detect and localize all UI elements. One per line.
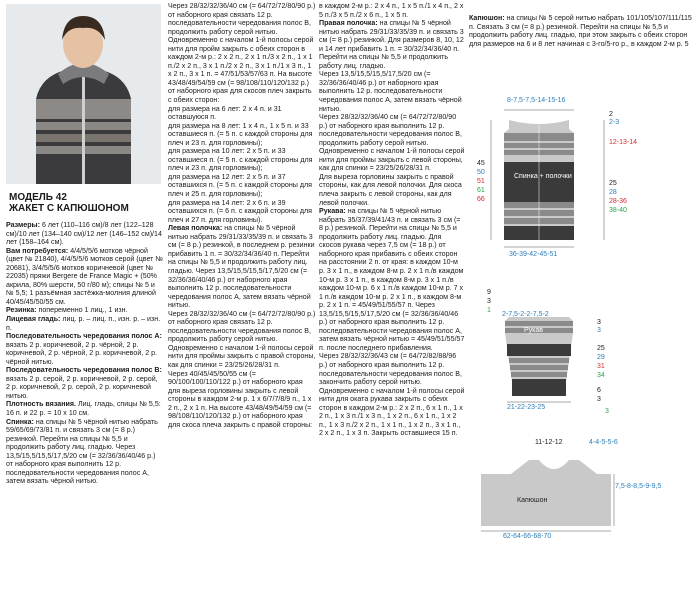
back-shape (504, 120, 574, 240)
left-measure-5: 66 (477, 196, 485, 203)
paragraph-text: 6 лет (110–116 см)/8 лет (122–128 см)/10 лет (134–140 см)/12 лет (146–152 см)/14 лет (158–164 см). (6, 221, 162, 247)
left-measure-1: 45 (477, 160, 485, 167)
c3-paragraph (319, 173, 465, 207)
sleeve-left-1: 9 (487, 289, 491, 296)
right-low-2: 28 (609, 189, 617, 196)
sleeve-bottom-measure: 21-22-23-25 (507, 404, 546, 411)
paragraph-text: Через 28/32/32/36/40 см (= 64/72/72/80/90 р.) от наборного края связать 12 р. последовательности чередования полос В, продолжить работу серой нитью. Одновременно с началом 1-й полосы серой нити для пройм закрыть с обеих сторон в каждом 2-м р.: 2 х 2 п., 2 х 1 п./3 х 2 п., 1 х 1 п./2 х 2 п., 3 х 1 п./2 х 2 п., 3 х 1 п./1 х 3 п., 1 х 2 п., 3 х 1 п. = 47/51/53/57/63 п. На высоте 43/48/49/54/59 см (= 98/108/110/120/132 р.) от наборного края для скосов плеч закрыть с обеих сторон: (168, 2, 316, 105)
c2-paragraph (168, 199, 316, 225)
back-bottom-measure: 36-39-42-45-51 (509, 251, 558, 257)
paragraph-text: для размера на 6 лет: 2 х 4 п. и 31 оставшуюся п. (168, 104, 282, 122)
c1-paragraph (6, 247, 163, 307)
paragraph-text: на спицы № 5 чёрной нитью набрать 29/31/33/35/39 п. и связать 3 см (= 8 р.) резинкой. Для размеров 8, 10, 12 и 14 лет прибавить 1 п. = 30/32/34/36/40 п. Перейти на спицы № 5,5 и продолжить работу лиц. гладью. (319, 19, 464, 70)
right-mid-1: 12-13-14 (609, 139, 638, 146)
c4-paragraph (469, 14, 696, 48)
model-name: ЖАКЕТ С КАПЮШОНОМ (9, 203, 129, 214)
sleeve-left-2: 3 (487, 298, 491, 305)
paragraph-heading: Спинка: (6, 417, 34, 426)
paragraph-text: для размера на 10 лет: 2 х 5 п. и 33 оставшиеся п. (= 5 п. с каждой стороны для плеч и 23 п. для горловины); (168, 147, 313, 173)
c2-paragraph (168, 147, 316, 173)
c2-paragraph (168, 122, 316, 148)
paragraph-text: Через 40/45/45/50/55 см (= 90/100/100/110/122 р.) от наборного края для выреза горловины закрыть с левой стороны в каждом 2-м р. 1 х 6/7/7/8/9 п., 1 х 2 п., 2 х 1 п. На высоте 43/48/49/54/59 см (= 98/108/110/120/132 р.) от наборного края для скоса плеча закрыть с правой стороны: (168, 369, 313, 429)
c1-paragraph (6, 315, 163, 332)
sleeve-right-6: 34 (597, 372, 605, 379)
sleeve-right-1: 3 (597, 319, 601, 326)
paragraph-text: Через 13,5/15,5/15,5/17,5/20 см (= 32/36/36/40/46 р.) от наборного края выполнить 12 р. последовательности чередования полос А, затем вязать чёрной нитью. (319, 70, 462, 113)
column-1 (6, 221, 163, 486)
paragraph-heading: Резинка: (6, 306, 37, 315)
sleeve-schematic (469, 284, 697, 414)
paragraph-text: Через 28/32/32/36/43 см (= 64/72/82/88/96 р.) от наборного края выполнить 12 р. последовательности чередования полос В, закончить работу серой нитью. Одновременно с началом 1-й полосы серой нити для оката рукава закрыть с обеих сторон в каждом 2-м р.: 2 х 2 п., 6 х 1 п., 1 х 2 п., 1 х 3 п./1 х 3 п., 1 х 2 п., 6 х 1 п., 1 х 2 п., 1 х 3 п./2 х 2 п., 1 х 1 п., 1 х 2 п., 3 х 1 п., 2 х 2 п., 1 х 3 п. Закрыть оставшиеся 15 п. (319, 352, 465, 438)
paragraph-text: Для выреза горловины закрыть с правой стороны, как для левой полочки. Для скоса плеча закрыть с левой стороны, как для левой полочки. (319, 172, 462, 207)
paragraph-text: вязать 2 р. коричневой, 2 р. чёрной, 2 р. коричневой, 2 р. чёрной, 2 р. коричневой, 2 р. чёрной нитью. (6, 340, 158, 366)
paragraph-heading: Лицевая гладь: (6, 315, 61, 324)
c2-paragraph (168, 173, 316, 199)
sleeve-left-3: 1 (487, 307, 491, 314)
c1-paragraph (6, 332, 163, 366)
column-4 (469, 14, 696, 48)
c1-paragraph (6, 221, 163, 247)
hood-schematic (469, 434, 697, 544)
model-title-block (9, 192, 159, 214)
paragraph-text: на спицы № 5 чёрной нитью набрать 59/65/69/73/81 п. и связать 3 см (= 8 р.) резинкой. Перейти на спицы № 5,5 и продолжить работу лиц. гладью. Через 13,5/15,5/15,5/17,5/20 см (= 32/36/36/40/46 р.) от наборного края выполнить 12 р. последовательности чередования полос А, затем вязать чёрной нитью. (6, 417, 158, 486)
c2-paragraph (168, 224, 316, 309)
hood-right-measure: 7,5-8-8,5-9-9,5 (615, 483, 662, 490)
right-top-1: 2 (609, 111, 613, 118)
sleeve-top-measure: 2-7,5-2-2-7,5-2 (502, 311, 549, 318)
paragraph-text: в каждом 2-м р.: 2 х 4 п., 1 х 5 п./1 х 4 п., 2 х 5 п./3 х 5 п./2 х 6 п., 1 х 5 п. (319, 2, 464, 19)
c3-paragraph (319, 113, 465, 173)
right-top-2: 2-3 (609, 119, 620, 126)
paragraph-text: на спицы № 5 чёрной нитью набрать 35/37/39/41/43 п. и связать 3 см (= 8 р.) резинкой. Перейти на спицы № 5,5 и продолжить работу лиц. гладью. Для скосов рукава через 7,5 см (= 18 р.) от наборного края прибавить с обеих сторон на расстоянии 2 п. от края: в каждом 10-м р. 3 х 1 п., в каждом 8-м р. 2 х 1 п./в каждом 10-м р. 3 х 1 п., в каждом 8-м р. 3 х 1 п./в каждом 10-м р. 6 х 1 п./в каждом 10-м р. 7 х 1 п./в каждом 10-м р. 2 х 1 п., в каждом 8-м р. 2 х 1 п. = 45/49/51/55/57 п. Через 13,5/15,5/15,5/17,5/20 см (= 32/36/36/40/46 р.) от наборного края выполнить 12 р. последовательности чередования полос А, затем вязать чёрной нитью = 45/49/51/55/57 п. после последнего прибавления. (319, 207, 465, 352)
paragraph-heading: Рукава: (319, 207, 346, 216)
c2-paragraph (168, 2, 316, 105)
c1-paragraph (6, 366, 163, 400)
paragraph-heading: Последовательность чередования полос В: (6, 366, 162, 375)
hood-label: Капюшон (517, 497, 548, 504)
c3-paragraph (319, 207, 465, 352)
paragraph-text: вязать 2 р. серой, 2 р. коричневой, 2 р. серой, 2 р. коричневой, 2 р. серой, 2 р. коричневой нитью. (6, 374, 158, 400)
column-3 (319, 2, 465, 438)
sleeve-right-3: 25 (597, 345, 605, 352)
sleeve-right-5: 31 (597, 363, 605, 370)
back-left-measures (477, 120, 491, 240)
paragraph-heading: Левая полочка: (168, 224, 223, 233)
left-measure-3: 51 (477, 178, 485, 185)
right-low-3: 28-36 (609, 198, 627, 205)
hood-bottom-measure: 62-64-66-68-70 (503, 533, 552, 540)
paragraph-text: на спицы № 5 чёрной нитью набрать 29/31/33/35/39 п. и связать 3 см (= 8 р.) резинкой, в последнем р. резинки прибавить 1 п. = 30/32/34/36/40 п. Перейти на спицы № 5,5 и продолжить работу лиц. гладью. Через 13,5/15,5/15,5/17,5/20 см (= 32/36/36/40/46 р.) от наборного края выполнить 12 р. последовательности чередования полос А, затем вязать чёрной нитью. (168, 224, 315, 310)
c3-paragraph (319, 19, 465, 70)
c2-paragraph (168, 310, 316, 370)
c1-paragraph (6, 306, 163, 315)
paragraph-heading: Плотность вязания. (6, 400, 76, 409)
paragraph-heading: Вам потребуется: (6, 246, 69, 255)
paragraph-text: Через 28/32/32/36/40 см (= 64/72/72/80/90 р.) от наборного края выполнить 12 р. последовательности чередования полос В, продолжить работу серой нитью. Одновременно с началом 1-й полосы серой нити для проймы закрыть с левой стороны, как для спинки = 23/25/26/28/31 п. (319, 113, 465, 173)
paragraph-heading: Последовательность чередования полос А: (6, 332, 162, 341)
back-label: Спинка + полочки (514, 173, 572, 180)
c1-paragraph (6, 400, 163, 417)
corner-mark: 3 (605, 408, 609, 414)
back-top-measure: 8-7,5-7,5-14-15-16 (507, 97, 566, 104)
right-low-4: 38-40 (609, 207, 627, 214)
paragraph-text: для размера на 8 лет: 1 х 4 п., 1 х 5 п. и 33 оставшиеся п. (= 5 п. с каждой стороны для плеч и 23 п. для горловины); (168, 121, 313, 147)
child-hoodie-image (6, 4, 161, 184)
model-number: МОДЕЛЬ 42 (9, 192, 67, 203)
paragraph-heading: Правая полочка: (319, 19, 378, 28)
left-measure-2: 50 (477, 169, 485, 176)
back-right-measures (604, 111, 637, 240)
paragraph-heading: Капюшон: (469, 14, 505, 22)
c2-paragraph (168, 105, 316, 122)
left-measure-4: 61 (477, 187, 485, 194)
c2-paragraph (168, 370, 316, 430)
column-2 (168, 2, 316, 429)
paragraph-heading: Размеры: (6, 221, 40, 229)
paragraph-text: 4/4/5/5/6 мотков чёрной (цвет № 21840), 4/4/5/5/6 мотков серой (цвет № 20681), 3/4/5/5/6 моткoв коричневой (цвет № 22035) пряжи Bergere de France Magic + (50% акрила, 80% шерсти, 50 г/80 м); спицы № 5 и № 5,5; 1 разъёмная застёжка-молния длиной 40/45/45/50/55 см. (6, 246, 163, 306)
right-low-1: 25 (609, 180, 617, 187)
c1-paragraph (6, 418, 163, 486)
hood-top-measure: 11-12-12 (535, 439, 563, 446)
sleeve-right-8: 3 (597, 396, 601, 403)
paragraph-text: лиц. р. – лиц. п., изн. р. – изн. п. (6, 315, 161, 332)
paragraph-text: для размера на 12 лет: 2 х 5 п. и 37 оставшихся п. (= 5 п. с каждой стороны для плеч и 25 п. для горловины); (168, 172, 312, 199)
paragraph-text: для размера на 14 лет: 2 х 6 п. и 39 оставшихся п. (= 6 п. с каждой стороны для плеч и 27 п. для горловины). (168, 198, 312, 224)
c3-paragraph (319, 2, 465, 19)
c3-paragraph (319, 70, 465, 113)
paragraph-text: на спицы № 5 серой нитью набрать 101/105/107/111/115 п. Связать 3 см (= 8 р.) резинкой. Перейти на спицы № 5,5 и продолжить работу лиц. гладью, при этом закрыть с обеих сторон для размеров на 6 и 8 лет начиная с 3-го/5-го р., в каждом 2-м р. 5 (469, 14, 692, 48)
sleeve-label: Рукав (524, 327, 543, 334)
c3-paragraph (319, 352, 465, 437)
paragraph-text: Через 28/32/32/36/40 см (= 64/72/72/80/90 р.) от наборного края связать 12 р. последовательности чередования полос В, продолжить работу серой нитью. Одновременно с началом 1-й полосы серой нити для проймы закрыть с правой стороны, как для спинки = 23/25/26/28/31 п. (168, 309, 316, 369)
paragraph-text: попеременно 1 лиц., 1 изн. (36, 306, 128, 315)
model-photo (6, 4, 161, 184)
sleeve-right-7: 6 (597, 387, 601, 394)
sleeve-right-2: 3 (597, 327, 601, 334)
sleeve-right-4: 29 (597, 354, 605, 361)
back-schematic (469, 92, 697, 257)
hood-top-right: 4-4-5-5-6 (589, 439, 618, 446)
paragraph-text: Лиц. гладь, спицы № 5,5: 16 п. и 22 р. = 10 х 10 см. (6, 400, 161, 418)
